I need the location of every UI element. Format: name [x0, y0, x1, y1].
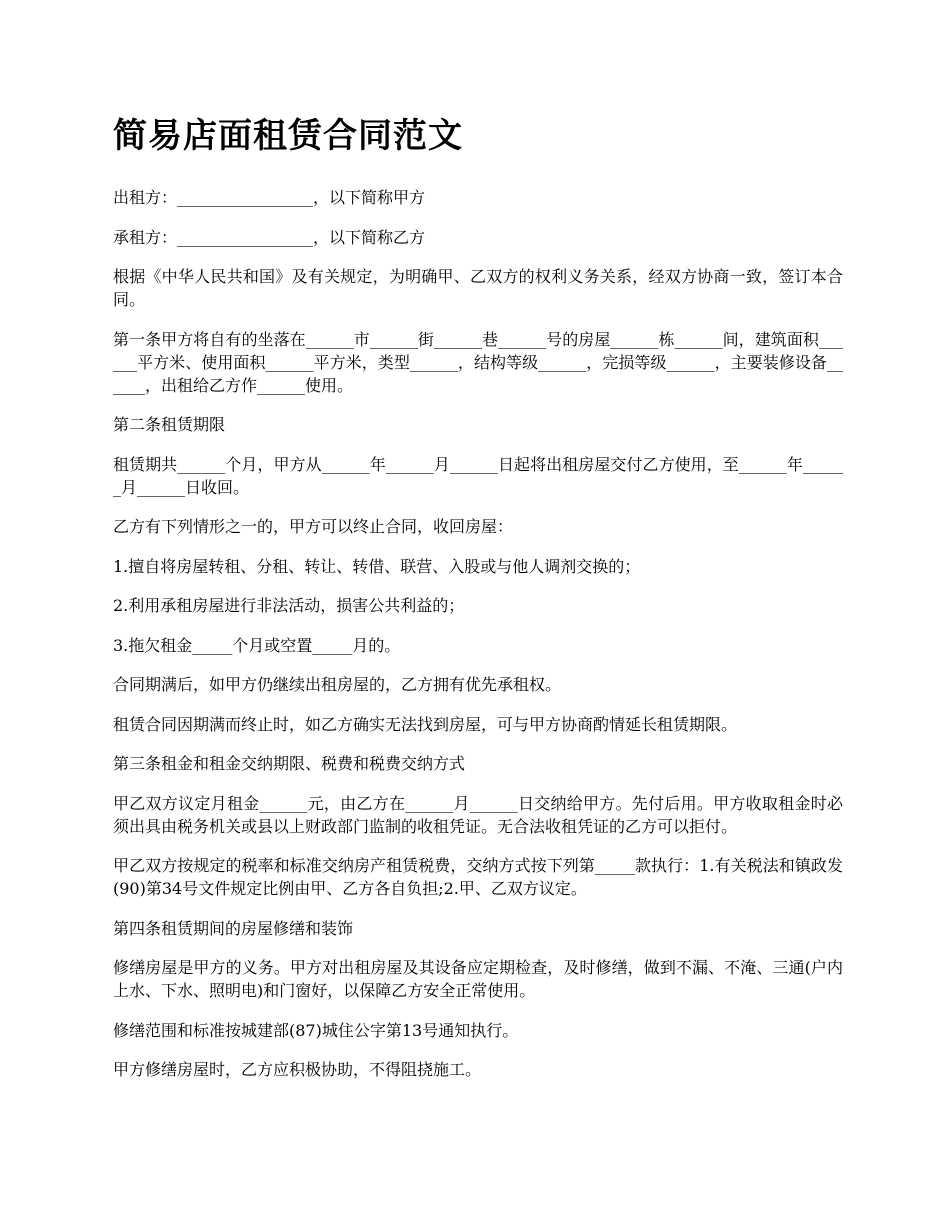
- document-page: [113, 112, 843, 1098]
- tax-paragraph: 甲乙双方按规定的税率和标准交纳房产租赁税费，交纳方式按下列第_____款执行：1.有关税法和镇政发(90)第34号文件规定比例由甲、乙方各自负担;2.甲、乙双方议定。: [113, 856, 843, 898]
- article-3-heading: 第三条租金和租金交纳期限、税费和税费交纳方式: [113, 754, 466, 773]
- article-4-heading: 第四条租赁期间的房屋修缮和装饰: [113, 918, 354, 938]
- termination-intro-paragraph: 乙方有下列情形之一的，甲方可以终止合同，收回房屋：: [113, 517, 514, 536]
- termination-item-3: 3.拖欠租金_____个月或空置_____月的。: [113, 635, 401, 655]
- document-title: 简易店面租赁合同范文: [113, 116, 463, 156]
- renewal-priority-paragraph: 合同期满后，如甲方仍继续出租房屋的，乙方拥有优先承租权。: [113, 675, 562, 694]
- repair-cooperation-paragraph: 甲方修缮房屋时，乙方应积极协助，不得阻挠施工。: [113, 1060, 482, 1079]
- party-lessor-line: 出租方：_________________，以下简称甲方: [113, 188, 426, 207]
- rent-paragraph: 甲乙双方议定月租金______元，由乙方在______月______日交纳给甲方。先付后用。甲方收取租金时必须出具由税务机关或县以上财政部门监制的收租凭证。无合法收租凭证的乙方可以拒付。: [113, 793, 843, 836]
- preamble-paragraph: 根据《中华人民共和国》及有关规定，为明确甲、乙双方的权利义务关系，经双方协商一致，签订本合同。: [113, 267, 843, 309]
- article-1-paragraph: 第一条甲方将自有的坐落在______市______街______巷______号的房屋______栋______间，建筑面积______平方米、使用面积______平方米，类型______，结构等级______，完损等级______，主要装修设备______，出租给乙方作______使用。: [113, 329, 843, 395]
- party-lessee-line: 承租方：_________________，以下简称乙方: [113, 227, 426, 247]
- termination-item-2: 2.利用承租房屋进行非法活动，损害公共利益的；: [113, 596, 465, 615]
- repair-scope-paragraph: 修缮范围和标准按城建部(87)城住公字第13号通知执行。: [113, 1020, 519, 1040]
- extension-paragraph: 租赁合同因期满而终止时，如乙方确实无法找到房屋，可与甲方协商酌情延长租赁期限。: [113, 714, 738, 734]
- article-2-heading: 第二条租赁期限: [113, 415, 226, 434]
- repair-duty-paragraph: 修缮房屋是甲方的义务。甲方对出租房屋及其设备应定期检查，及时修缮，做到不漏、不淹、三通(户内上水、下水、照明电)和门窗好，以保障乙方安全正常使用。: [113, 958, 843, 1000]
- lease-term-paragraph: 租赁期共______个月，甲方从______年______月______日起将出租房屋交付乙方使用，至______年______月______日收回。: [113, 454, 843, 497]
- termination-item-1: 1.擅自将房屋转租、分租、转让、转借、联营、入股或与他人调剂交换的；: [113, 556, 641, 576]
